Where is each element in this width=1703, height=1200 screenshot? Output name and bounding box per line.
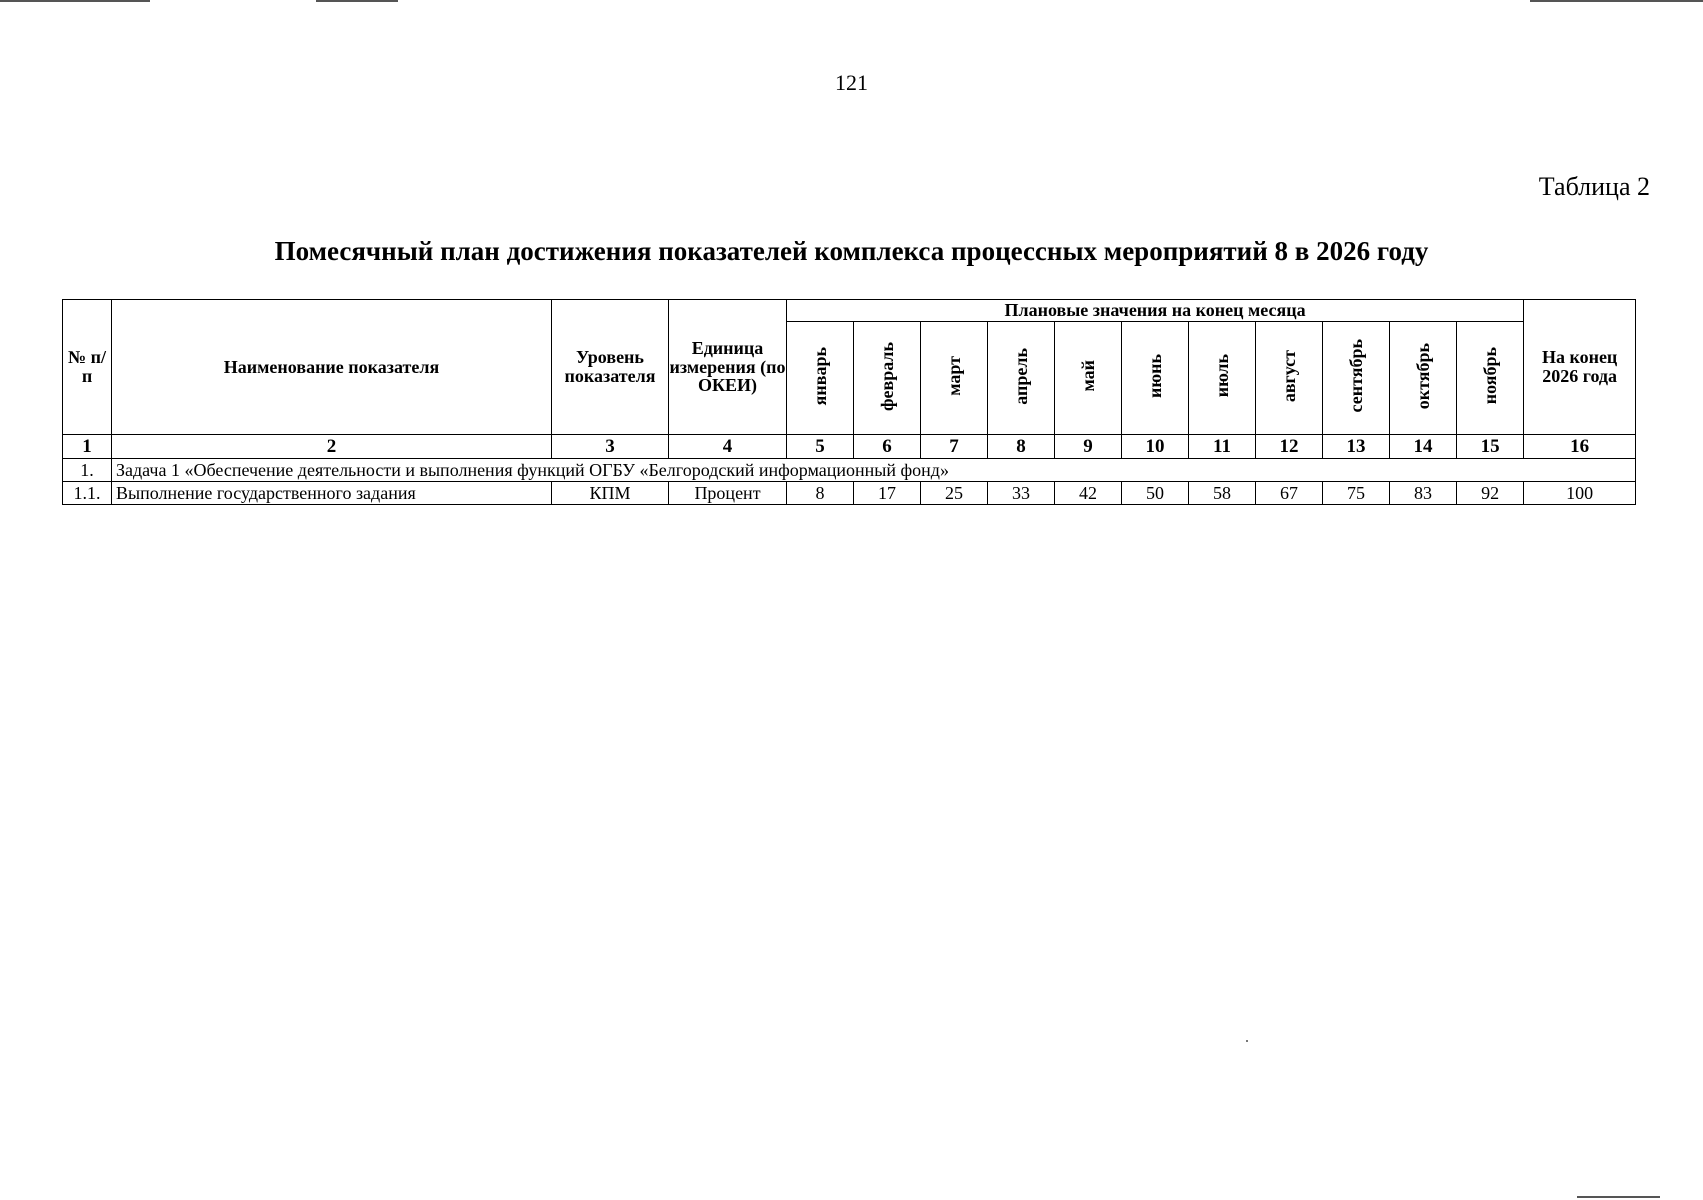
scan-edge-line xyxy=(1530,0,1703,2)
header-plan-group: Плановые значения на конец месяца xyxy=(787,300,1524,322)
end-of-year-value: 100 xyxy=(1524,482,1636,505)
monthly-plan-table xyxy=(62,299,1636,505)
header-month: январь xyxy=(787,322,854,435)
column-number: 16 xyxy=(1524,435,1636,459)
column-number: 10 xyxy=(1122,435,1189,459)
document-title: Помесячный план достижения показателей комплекса процессных мероприятий 8 в 2026 году xyxy=(274,236,1429,266)
column-number: 4 xyxy=(669,435,787,459)
task-row xyxy=(63,459,1636,482)
task-number: 1. xyxy=(63,459,112,482)
column-number: 9 xyxy=(1055,435,1122,459)
column-number: 15 xyxy=(1457,435,1524,459)
monthly-value: 42 xyxy=(1055,482,1122,505)
monthly-value: 58 xyxy=(1189,482,1256,505)
column-number: 12 xyxy=(1256,435,1323,459)
column-number: 6 xyxy=(854,435,921,459)
monthly-value: 50 xyxy=(1122,482,1189,505)
header-month: май xyxy=(1055,322,1122,435)
header-month: октябрь xyxy=(1390,322,1457,435)
monthly-value: 17 xyxy=(854,482,921,505)
table-label: Таблица 2 xyxy=(1538,172,1650,201)
header-month: июль xyxy=(1189,322,1256,435)
page-number: 121 xyxy=(835,70,868,95)
header-month: февраль xyxy=(854,322,921,435)
header-num: № п/п xyxy=(63,300,112,435)
monthly-value: 92 xyxy=(1457,482,1524,505)
indicator-name: Выполнение государственного задания xyxy=(112,482,552,505)
column-number: 2 xyxy=(112,435,552,459)
header-month: июнь xyxy=(1122,322,1189,435)
header-month: август xyxy=(1256,322,1323,435)
header-indicator-name: Наименование показателя xyxy=(112,300,552,435)
indicator-number: 1.1. xyxy=(63,482,112,505)
column-number: 5 xyxy=(787,435,854,459)
header-indicator-level: Уровень показателя xyxy=(552,300,669,435)
indicator-unit: Процент xyxy=(669,482,787,505)
column-number: 13 xyxy=(1323,435,1390,459)
column-number: 14 xyxy=(1390,435,1457,459)
monthly-value: 33 xyxy=(988,482,1055,505)
header-end-of-year: На конец 2026 года xyxy=(1524,300,1636,435)
task-text: Задача 1 «Обеспечение деятельности и выполнения функций ОГБУ «Белгородский информационный фонд» xyxy=(112,459,1636,482)
header-month: сентябрь xyxy=(1323,322,1390,435)
header-month: ноябрь xyxy=(1457,322,1524,435)
scan-edge-line xyxy=(0,0,150,2)
monthly-value: 25 xyxy=(921,482,988,505)
column-number: 3 xyxy=(552,435,669,459)
scan-edge-line xyxy=(1577,1196,1660,1198)
scan-edge-line xyxy=(316,0,398,2)
monthly-value: 75 xyxy=(1323,482,1390,505)
column-number: 8 xyxy=(988,435,1055,459)
monthly-value: 67 xyxy=(1256,482,1323,505)
monthly-value: 83 xyxy=(1390,482,1457,505)
column-number: 11 xyxy=(1189,435,1256,459)
header-unit: Единица измерения (по ОКЕИ) xyxy=(669,300,787,435)
indicator-level: КПМ xyxy=(552,482,669,505)
indicator-row xyxy=(63,482,1636,505)
column-number: 1 xyxy=(63,435,112,459)
column-number: 7 xyxy=(921,435,988,459)
scan-speck xyxy=(1246,1040,1248,1042)
monthly-value: 8 xyxy=(787,482,854,505)
header-month: март xyxy=(921,322,988,435)
header-month: апрель xyxy=(988,322,1055,435)
